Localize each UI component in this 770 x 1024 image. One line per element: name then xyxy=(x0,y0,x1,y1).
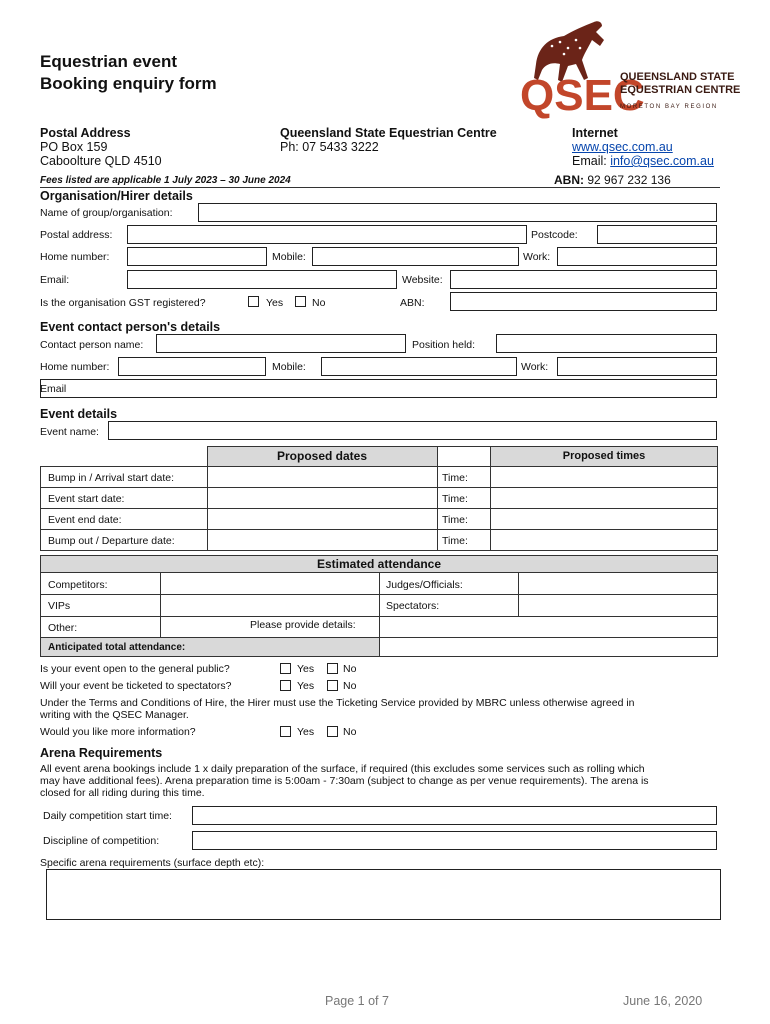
org-work-label: Work: xyxy=(523,251,551,263)
attendance-line xyxy=(40,555,718,556)
bump-out-time-label: Time: xyxy=(442,535,468,547)
public-question: Is your event open to the general public? xyxy=(40,663,230,675)
spectators-label: Spectators: xyxy=(386,600,440,612)
attendance-line xyxy=(40,656,718,657)
gst-no-label: No xyxy=(312,297,326,309)
arena-description xyxy=(40,763,730,799)
contact-mobile-label: Mobile: xyxy=(272,361,306,373)
specific-requirements-input[interactable] xyxy=(46,869,721,920)
total-attendance-input[interactable] xyxy=(380,638,717,656)
gst-no-checkbox[interactable] xyxy=(295,296,306,307)
other-label: Other: xyxy=(48,622,78,634)
org-website-input[interactable] xyxy=(450,270,717,289)
other-details-input[interactable] xyxy=(380,617,717,637)
footer-date: June 16, 2020 xyxy=(623,994,703,1008)
attendance-col-line xyxy=(40,555,41,656)
postal-heading: Postal Address xyxy=(40,126,131,140)
ticketed-no-label: No xyxy=(343,680,357,692)
org-work-input[interactable] xyxy=(557,247,717,266)
org-postcode-input[interactable] xyxy=(597,225,717,244)
info-question: Would you like more information? xyxy=(40,726,196,738)
ticketed-question: Will your event be ticketed to spectators? xyxy=(40,680,232,692)
form-title xyxy=(40,51,217,95)
attendance-col-line xyxy=(717,555,718,656)
org-abn-input[interactable] xyxy=(450,292,717,311)
org-home-input[interactable] xyxy=(127,247,267,266)
gst-question: Is the organisation GST registered? xyxy=(40,297,206,309)
header-divider xyxy=(40,187,720,188)
terms-line-2: writing with the QSEC Manager. xyxy=(40,709,189,721)
event-start-time-label: Time: xyxy=(442,493,468,505)
arena-line-1: All event arena bookings include 1 x daily preparation of the surface, if required (this excludes some services such as rolling which xyxy=(40,763,645,775)
dates-col-line xyxy=(40,466,41,550)
contact-work-label: Work: xyxy=(521,361,549,373)
times-header: Proposed times xyxy=(562,450,646,462)
website-link[interactable]: www.qsec.com.au xyxy=(572,140,673,154)
ticketed-yes-checkbox[interactable] xyxy=(280,680,291,691)
contact-email-input[interactable] xyxy=(40,379,717,398)
org-postal-input[interactable] xyxy=(127,225,527,244)
event-start-time-input[interactable] xyxy=(491,488,717,508)
org-name-label: Name of group/organisation: xyxy=(40,207,173,219)
qsec-logo xyxy=(518,18,741,120)
info-yes-checkbox[interactable] xyxy=(280,726,291,737)
contact-position-label: Position held: xyxy=(412,339,476,351)
postal-line-1: PO Box 159 xyxy=(40,140,108,154)
public-no-checkbox[interactable] xyxy=(327,663,338,674)
bump-in-time-label: Time: xyxy=(442,472,468,484)
email-label: Email: xyxy=(572,154,611,168)
contact-position-input[interactable] xyxy=(496,334,717,353)
contact-heading: Event contact person's details xyxy=(40,320,221,334)
ticketed-no-checkbox[interactable] xyxy=(327,680,338,691)
bump-in-date-input[interactable] xyxy=(208,467,437,487)
organisation-heading: Organisation/Hirer details xyxy=(40,189,193,203)
org-postcode-label: Postcode: xyxy=(531,229,578,241)
event-end-date-input[interactable] xyxy=(208,509,437,529)
email-link[interactable]: info@qsec.com.au xyxy=(610,154,714,168)
contact-name-label: Contact person name: xyxy=(40,339,144,351)
bump-out-label: Bump out / Departure date: xyxy=(48,535,175,547)
discipline-input[interactable] xyxy=(192,831,717,850)
centre-phone: Ph: 07 5433 3222 xyxy=(280,140,379,154)
info-no-label: No xyxy=(343,726,357,738)
public-yes-label: Yes xyxy=(297,663,315,675)
judges-input[interactable] xyxy=(519,573,717,594)
org-postal-label: Postal address: xyxy=(40,229,113,241)
contact-name-input[interactable] xyxy=(156,334,406,353)
other-details-label: Please provide details: xyxy=(250,619,356,631)
contact-work-input[interactable] xyxy=(557,357,717,376)
competitors-label: Competitors: xyxy=(48,579,108,591)
horse-logo-icon xyxy=(518,18,741,120)
contact-home-label: Home number: xyxy=(40,361,110,373)
total-attendance-label: Anticipated total attendance: xyxy=(48,642,186,653)
title-line-1: Equestrian event xyxy=(40,52,177,71)
contact-home-input[interactable] xyxy=(118,357,266,376)
competitors-input[interactable] xyxy=(161,573,379,594)
terms-note xyxy=(40,697,635,721)
svg-text:QUEENSLAND STATE: QUEENSLAND STATE xyxy=(620,71,735,83)
org-home-label: Home number: xyxy=(40,251,110,263)
vips-input[interactable] xyxy=(161,595,379,616)
event-end-time-label: Time: xyxy=(442,514,468,526)
svg-text:MORETON BAY REGION: MORETON BAY REGION xyxy=(620,104,718,110)
start-time-label: Daily competition start time: xyxy=(43,810,172,822)
judges-label: Judges/Officials: xyxy=(386,579,463,591)
gst-yes-label: Yes xyxy=(266,297,284,309)
org-website-label: Website: xyxy=(402,274,443,286)
bump-out-date-input[interactable] xyxy=(208,530,437,550)
dates-col-line xyxy=(717,446,718,550)
abn-value: 92 967 232 136 xyxy=(584,173,671,187)
public-yes-checkbox[interactable] xyxy=(280,663,291,674)
ticketed-yes-label: Yes xyxy=(297,680,315,692)
postal-line-2: Caboolture QLD 4510 xyxy=(40,154,162,168)
bump-in-label: Bump in / Arrival start date: xyxy=(48,472,175,484)
gst-yes-checkbox[interactable] xyxy=(248,296,259,307)
event-start-label: Event start date: xyxy=(48,493,125,505)
centre-block xyxy=(280,126,497,154)
title-line-2: Booking enquiry form xyxy=(40,74,217,93)
specific-requirements-label: Specific arena requirements (surface depth etc): xyxy=(40,857,265,869)
fees-note: Fees listed are applicable 1 July 2023 – 30 June 2024 xyxy=(40,175,291,186)
bump-out-time-input[interactable] xyxy=(491,530,717,550)
start-time-input[interactable] xyxy=(192,806,717,825)
event-name-label: Event name: xyxy=(40,426,99,438)
org-mobile-label: Mobile: xyxy=(272,251,306,263)
centre-heading: Queensland State Equestrian Centre xyxy=(280,126,497,140)
org-email-input[interactable] xyxy=(127,270,397,289)
page-number: Page 1 of 7 xyxy=(325,994,389,1008)
discipline-label: Discipline of competition: xyxy=(43,835,160,847)
abn-line xyxy=(554,173,671,187)
event-end-label: Event end date: xyxy=(48,514,122,526)
event-name-input[interactable] xyxy=(108,421,717,440)
internet-block xyxy=(572,126,714,168)
postal-address-block xyxy=(40,126,162,168)
arena-line-2: may have additional fees). Arena preparation time is 5:00am - 7:30am (subject to change as per venue requirements). The arena is xyxy=(40,775,649,787)
attendance-header: Estimated attendance xyxy=(316,557,442,571)
event-heading: Event details xyxy=(40,407,118,421)
svg-text:EQUESTRIAN CENTRE: EQUESTRIAN CENTRE xyxy=(620,84,741,96)
dates-col-line xyxy=(437,446,438,550)
org-name-input[interactable] xyxy=(198,203,717,222)
abn-label: ABN: xyxy=(554,173,584,187)
dates-table-top xyxy=(207,446,718,447)
info-no-checkbox[interactable] xyxy=(327,726,338,737)
spectators-input[interactable] xyxy=(519,595,717,616)
info-yes-label: Yes xyxy=(297,726,315,738)
public-no-label: No xyxy=(343,663,357,675)
org-email-label: Email: xyxy=(40,274,70,286)
email-line xyxy=(572,154,714,168)
arena-line-3: closed for all riding during this time. xyxy=(40,787,205,799)
org-mobile-input[interactable] xyxy=(312,247,519,266)
bump-in-time-input[interactable] xyxy=(491,467,717,487)
org-abn-label: ABN: xyxy=(400,297,425,309)
event-end-time-input[interactable] xyxy=(491,509,717,529)
contact-email-label: Email xyxy=(40,383,67,395)
dates-header: Proposed dates xyxy=(276,449,368,463)
event-start-date-input[interactable] xyxy=(208,488,437,508)
svg-text:QSEC: QSEC xyxy=(520,71,645,120)
dates-row-line xyxy=(40,550,718,551)
contact-mobile-input[interactable] xyxy=(321,357,517,376)
internet-heading: Internet xyxy=(572,126,618,140)
vips-label: VIPs xyxy=(48,600,71,612)
arena-heading: Arena Requirements xyxy=(40,746,163,760)
terms-line-1: Under the Terms and Conditions of Hire, the Hirer must use the Ticketing Service provided by MBRC unless otherwise agreed in xyxy=(40,697,635,709)
